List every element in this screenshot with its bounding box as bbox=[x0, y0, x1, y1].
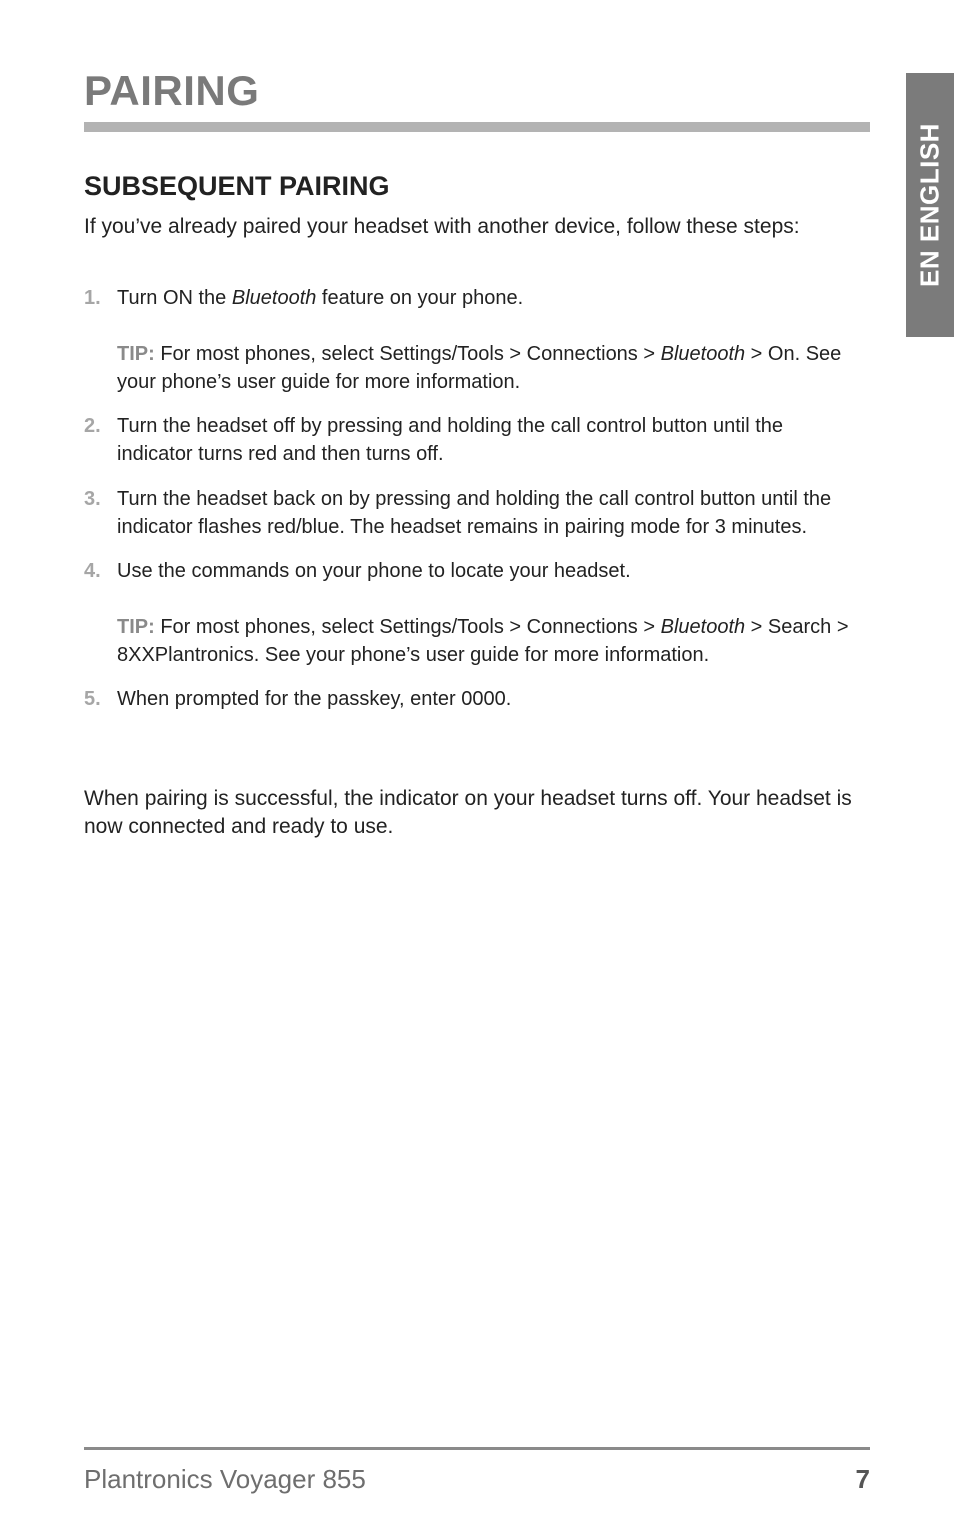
step-number: 1. bbox=[84, 287, 101, 309]
step-4 bbox=[84, 557, 854, 669]
tip bbox=[117, 613, 854, 669]
step-number: 5. bbox=[84, 688, 101, 710]
section-heading: SUBSEQUENT PAIRING bbox=[84, 171, 390, 201]
title-divider bbox=[84, 122, 870, 132]
language-tab-label: EN ENGLISH bbox=[914, 123, 945, 287]
tip-label: TIP: bbox=[117, 343, 155, 365]
tip-label: TIP: bbox=[117, 616, 155, 638]
step-text-emphasis: Bluetooth bbox=[231, 287, 317, 309]
tip-text-emphasis: Bluetooth bbox=[660, 343, 746, 365]
page-title: PAIRING bbox=[84, 67, 260, 114]
step-number: 2. bbox=[84, 415, 101, 437]
step-text-part: feature on your phone. bbox=[316, 287, 524, 309]
step-2 bbox=[84, 412, 854, 468]
step-number: 4. bbox=[84, 560, 101, 582]
step-text: Use the commands on your phone to locate your headset. bbox=[117, 560, 631, 582]
step-5 bbox=[84, 685, 854, 713]
step-1 bbox=[84, 284, 854, 396]
step-text bbox=[117, 284, 854, 312]
language-tab bbox=[906, 73, 954, 337]
outro-text: When pairing is successful, the indicator on your headset turns off. Your headset is now connected and ready to use. bbox=[84, 787, 852, 838]
tip-text-part: For most phones, select Settings/Tools > Connections > bbox=[154, 616, 661, 638]
tip-text-part: For most phones, select Settings/Tools > Connections > bbox=[154, 343, 661, 365]
step-text: Turn the headset back on by pressing and holding the call control button until the indicator flashes red/blue. The headset remains in pairing mode for 3 minutes. bbox=[117, 488, 832, 538]
tip-text-part: > On. See your phone’s user guide for more information. bbox=[117, 343, 842, 393]
step-3 bbox=[84, 485, 854, 541]
footer-divider bbox=[84, 1447, 870, 1450]
footer-product-name: Plantronics Voyager 855 bbox=[84, 1464, 366, 1494]
tip-text-part: > Search > 8XXPlantronics. See your phone’s user guide for more information. bbox=[117, 616, 849, 666]
step-text: When prompted for the passkey, enter 0000. bbox=[117, 688, 512, 710]
step-number: 3. bbox=[84, 488, 101, 510]
tip-text-emphasis: Bluetooth bbox=[660, 616, 746, 638]
tip bbox=[117, 340, 854, 396]
steps-list bbox=[84, 284, 854, 713]
step-text-part: Turn ON the bbox=[117, 287, 232, 309]
step-text: Turn the headset off by pressing and holding the call control button until the indicator turns red and then turns off. bbox=[117, 415, 783, 465]
intro-text: If you’ve already paired your headset with another device, follow these steps: bbox=[84, 215, 800, 238]
page-number: 7 bbox=[855, 1464, 870, 1494]
